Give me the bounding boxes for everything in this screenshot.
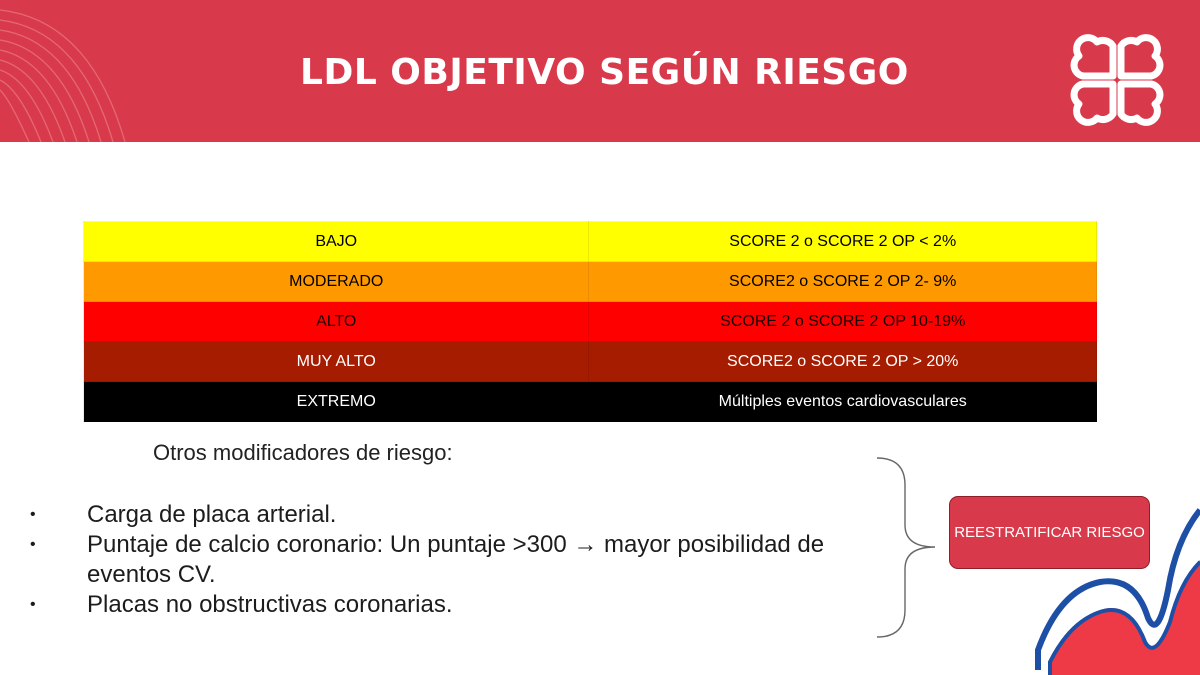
table-row bbox=[84, 222, 1097, 262]
risk-level-cell: MODERADO bbox=[84, 262, 589, 302]
decorative-wave-icon bbox=[1030, 500, 1200, 675]
risk-criteria-cell: SCORE 2 o SCORE 2 OP < 2% bbox=[589, 222, 1097, 262]
table-row bbox=[84, 302, 1097, 342]
risk-criteria-cell: SCORE2 o SCORE 2 OP > 20% bbox=[589, 342, 1097, 382]
risk-level-cell: EXTREMO bbox=[84, 382, 589, 422]
modifiers-list bbox=[30, 500, 910, 620]
list-item bbox=[30, 590, 910, 620]
list-item-text: Puntaje de calcio coronario: Un puntaje >300 → mayor posibilidad de eventos CV. bbox=[87, 531, 825, 588]
bullet-icon: • bbox=[30, 506, 36, 523]
risk-level-cell: BAJO bbox=[84, 222, 589, 262]
modifiers-title: Otros modificadores de riesgo: bbox=[153, 440, 453, 465]
table-row bbox=[84, 262, 1097, 302]
bullet-icon: • bbox=[30, 536, 36, 553]
risk-level-cell: ALTO bbox=[84, 302, 589, 342]
restratify-risk-button[interactable]: REESTRATIFICAR RIESGO bbox=[949, 496, 1150, 569]
list-item bbox=[30, 530, 910, 590]
table-row bbox=[84, 342, 1097, 382]
risk-criteria-cell: SCORE2 o SCORE 2 OP 2- 9% bbox=[589, 262, 1097, 302]
list-item bbox=[30, 500, 910, 530]
table-row bbox=[84, 382, 1097, 422]
risk-criteria-cell: SCORE 2 o SCORE 2 OP 10-19% bbox=[589, 302, 1097, 342]
list-item-text: Carga de placa arterial. bbox=[87, 501, 337, 528]
risk-criteria-cell: Múltiples eventos cardiovasculares bbox=[589, 382, 1097, 422]
risk-table bbox=[83, 221, 1097, 422]
decorative-arcs-icon bbox=[0, 0, 200, 142]
risk-level-cell: MUY ALTO bbox=[84, 342, 589, 382]
header-banner bbox=[0, 0, 1200, 142]
right-brace-icon bbox=[875, 455, 945, 640]
page-title: LDL OBJETIVO SEGÚN RIESGO bbox=[300, 52, 909, 93]
four-hearts-cross-icon bbox=[1067, 30, 1167, 130]
list-item-text: Placas no obstructivas coronarias. bbox=[87, 591, 453, 618]
bullet-icon: • bbox=[30, 596, 36, 613]
